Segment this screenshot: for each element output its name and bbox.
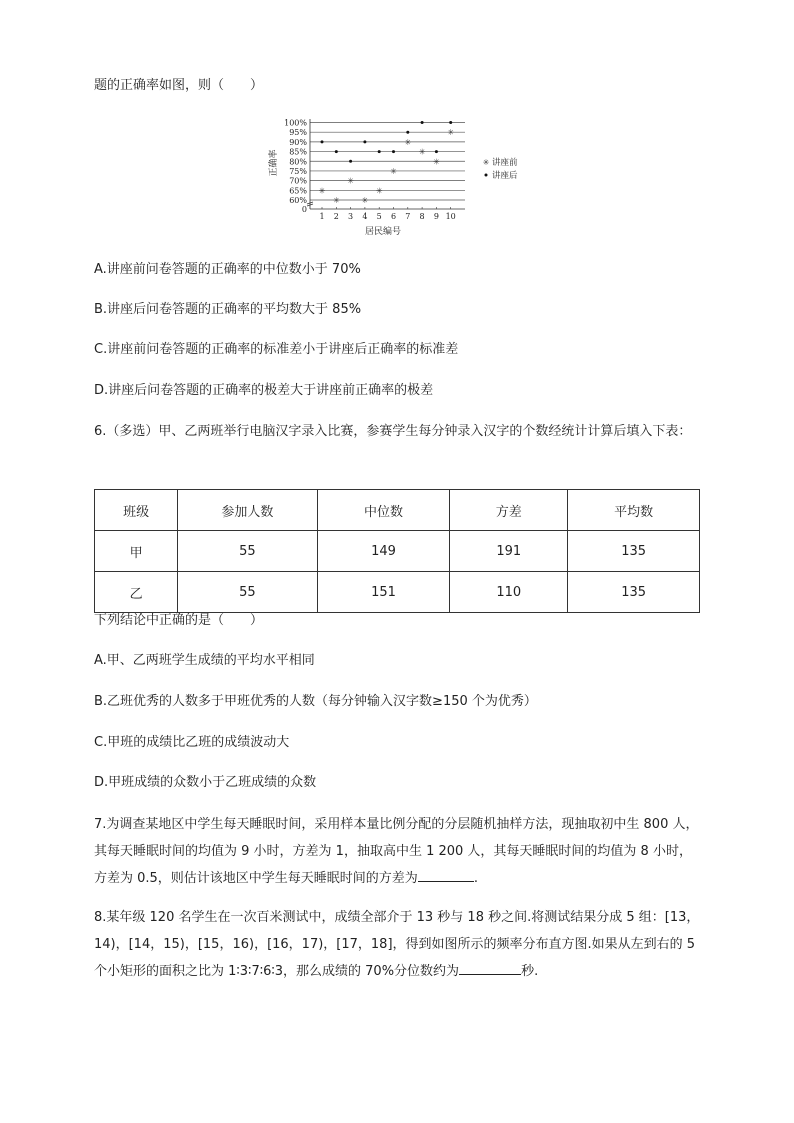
y-tick-label: 90% bbox=[289, 137, 307, 147]
q6-stem: 6.（多选）甲、乙两班举行电脑汉字录入比赛，参赛学生每分钟录入汉字的个数经统计计算后填入下表： bbox=[94, 424, 692, 439]
table-header: 班级 bbox=[95, 490, 178, 531]
x-tick-label: 6 bbox=[390, 212, 397, 221]
x-axis-label: 居民编号 bbox=[364, 227, 402, 237]
table-cell: 乙 bbox=[95, 572, 178, 613]
y-tick-label: 65% bbox=[289, 186, 307, 196]
y-tick-label: 70% bbox=[289, 176, 307, 186]
q7-answer-blank[interactable] bbox=[418, 867, 474, 882]
table-header: 参加人数 bbox=[178, 490, 318, 531]
y-tick-label: 100% bbox=[284, 118, 307, 128]
point-before: ✳ bbox=[433, 157, 440, 167]
point-before: ✳ bbox=[332, 196, 340, 205]
x-tick-label: 5 bbox=[376, 212, 382, 221]
point-after bbox=[378, 150, 381, 153]
table-cell: 55 bbox=[178, 531, 318, 572]
chart-legend bbox=[483, 157, 518, 181]
table-row bbox=[95, 531, 700, 572]
y-axis-label: 正确率 bbox=[269, 149, 279, 177]
y-tick-label: 95% bbox=[289, 128, 307, 138]
q6-option-c: C.甲班的成绩比乙班的成绩波动大 bbox=[94, 735, 290, 750]
table-cell: 191 bbox=[450, 531, 568, 572]
y-tick-labels bbox=[284, 119, 307, 215]
point-after bbox=[335, 150, 338, 153]
x-tick-label: 3 bbox=[348, 212, 354, 221]
chart-grid bbox=[307, 123, 465, 207]
table-header: 中位数 bbox=[317, 490, 450, 531]
table-cell: 135 bbox=[568, 531, 700, 572]
q6-prompt: 下列结论中正确的是（ ） bbox=[94, 613, 264, 628]
point-after bbox=[363, 140, 366, 143]
point-before: ✳ bbox=[418, 147, 426, 157]
table-header: 方差 bbox=[450, 490, 568, 531]
accuracy-scatter-chart bbox=[255, 113, 525, 238]
point-before: ✳ bbox=[390, 166, 397, 176]
x-tick-label: 7 bbox=[405, 212, 411, 221]
y-tick-label: 80% bbox=[289, 157, 307, 167]
q5-option-a: A.讲座前问卷答题的正确率的中位数小于 70% bbox=[94, 262, 361, 277]
q5-stem: 题的正确率如图，则（ ） bbox=[94, 78, 264, 93]
q7-text bbox=[94, 811, 700, 892]
table-cell: 151 bbox=[317, 572, 450, 613]
table-header: 平均数 bbox=[568, 490, 700, 531]
table-cell: 135 bbox=[568, 572, 700, 613]
q7-end: . bbox=[473, 871, 478, 886]
q6-option-d: D.甲班成绩的众数小于乙班成绩的众数 bbox=[94, 775, 317, 790]
legend-label: 讲座前 bbox=[492, 158, 518, 168]
point-before: ✳ bbox=[447, 128, 455, 138]
q5-option-d: D.讲座后问卷答题的正确率的极差大于讲座前正确率的极差 bbox=[94, 383, 434, 398]
y-tick-label: 60% bbox=[289, 196, 307, 205]
legend-marker-dot bbox=[485, 174, 488, 177]
point-after bbox=[321, 140, 324, 143]
x-tick-label: 4 bbox=[362, 212, 368, 221]
point-after bbox=[349, 160, 352, 163]
x-tick-label: 8 bbox=[419, 212, 425, 221]
q5-option-c: C.讲座前问卷答题的正确率的标准差小于讲座后正确率的标准差 bbox=[94, 342, 459, 357]
y-tick-label: 75% bbox=[289, 166, 307, 176]
data-points bbox=[319, 121, 455, 205]
legend-label: 讲座后 bbox=[492, 171, 518, 181]
q8-text bbox=[94, 904, 700, 985]
point-after bbox=[406, 131, 409, 134]
q7-body: 7.为调查某地区中学生每天睡眠时间，采用样本量比例分配的分层随机抽样方法，现抽取初中生 800 人，其每天睡眠时间的均值为 9 小时，方差为 1，抽取高中生 1 200 人，其每天睡眠时间的均值为 8 小时，方差为 0.5，则估计该地区中学生每天睡眠时间的方差为 bbox=[94, 817, 699, 886]
table-cell: 55 bbox=[178, 572, 318, 613]
table-header-row bbox=[95, 490, 700, 531]
q6-option-b: B.乙班优秀的人数多于甲班优秀的人数（每分钟输入汉字数≥150 个为优秀） bbox=[94, 694, 537, 709]
x-tick-label: 9 bbox=[433, 212, 439, 221]
q8-body: 8.某年级 120 名学生在一次百米测试中，成绩全部介于 13 秒与 18 秒之间.将测试结果分成 5 组：[13，14)，[14，15)，[15，16)，[16，17)，[17，18]，得到如图所示的频率分布直方图.如果从左到右的 5 个小矩形的面积之比为 1∶3∶7∶6∶3，那么成绩的 70%分位数约为 bbox=[94, 910, 700, 979]
table-cell: 甲 bbox=[95, 531, 178, 572]
q8-end: 秒. bbox=[521, 964, 539, 979]
point-after bbox=[449, 121, 452, 124]
q5-option-b: B.讲座后问卷答题的正确率的平均数大于 85% bbox=[94, 302, 362, 317]
x-tick-label: 10 bbox=[445, 212, 456, 221]
point-before: ✳ bbox=[318, 186, 326, 196]
x-tick-label: 2 bbox=[333, 212, 339, 221]
point-after bbox=[435, 150, 438, 153]
y-tick-label: 85% bbox=[289, 147, 307, 157]
q6-option-a: A.甲、乙两班学生成绩的平均水平相同 bbox=[94, 653, 315, 668]
q8-answer-blank[interactable] bbox=[459, 960, 521, 975]
point-before: ✳ bbox=[361, 196, 369, 205]
table-cell: 149 bbox=[317, 531, 450, 572]
point-before: ✳ bbox=[347, 176, 354, 186]
y-tick-label: 0 bbox=[301, 205, 307, 214]
legend-marker-star: ✳ bbox=[482, 158, 490, 167]
table-cell: 110 bbox=[450, 572, 568, 613]
point-before: ✳ bbox=[375, 186, 383, 196]
point-after bbox=[392, 150, 395, 153]
x-tick-label: 1 bbox=[319, 212, 325, 221]
point-after bbox=[421, 121, 424, 124]
point-before: ✳ bbox=[404, 137, 412, 147]
table-row bbox=[95, 572, 700, 613]
score-table bbox=[94, 489, 700, 613]
